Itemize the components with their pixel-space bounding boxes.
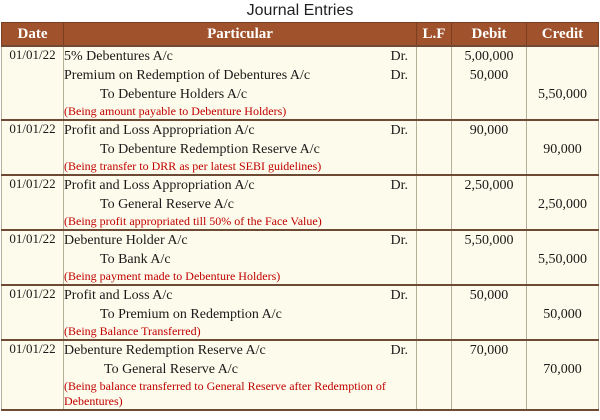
journal-entry-row	[2, 285, 599, 340]
account-name: 5% Debentures A/c	[64, 49, 173, 64]
dr-marker: Dr.	[390, 343, 408, 358]
dr-marker: Dr.	[390, 233, 408, 248]
debit-account-line	[64, 66, 416, 85]
entry-date: 01/01/22	[2, 285, 64, 340]
page-title: Journal Entries	[246, 2, 354, 19]
credit-amount	[527, 231, 598, 250]
account-name: Profit and Loss Appropriation A/c	[64, 178, 255, 193]
debit-account-line	[64, 286, 416, 305]
entry-debit	[452, 46, 527, 120]
narration: (Being balance transferred to General Reserve after Redemption of Debentures)	[64, 379, 386, 408]
narration: (Being transfer to DRR as per latest SEBI guidelines)	[64, 159, 322, 173]
account-name: To General Reserve A/c	[100, 197, 234, 212]
debit-account-line	[64, 47, 416, 66]
debit-amount	[452, 305, 526, 324]
entry-particulars	[64, 46, 417, 120]
header-lf: L.F	[417, 23, 452, 47]
debit-amount: 50,000	[469, 68, 509, 83]
credit-account-line	[64, 195, 416, 214]
journal-entry-row	[2, 175, 599, 230]
journal-table	[1, 22, 599, 411]
entry-debit	[452, 285, 527, 340]
credit-amount	[527, 176, 598, 195]
entry-particulars	[64, 340, 417, 410]
entry-date: 01/01/22	[2, 120, 64, 175]
account-name: To Bank A/c	[100, 252, 171, 267]
journal-entry-row	[2, 46, 599, 120]
account-name: Debenture Holder A/c	[64, 233, 188, 248]
credit-amount	[527, 66, 598, 85]
header-particular: Particular	[64, 23, 417, 47]
debit-amount	[452, 250, 526, 269]
entry-lf	[417, 175, 452, 230]
credit-account-line	[64, 360, 416, 379]
account-name: Profit and Loss Appropriation A/c	[64, 123, 255, 138]
entry-date: 01/01/22	[2, 175, 64, 230]
debit-amount: 70,000	[469, 343, 509, 358]
account-name: Debenture Redemption Reserve A/c	[64, 343, 266, 358]
entry-lf	[417, 230, 452, 285]
entry-debit	[452, 175, 527, 230]
credit-amount: 5,50,000	[538, 252, 587, 267]
account-name: To Premium on Redemption A/c	[100, 307, 282, 322]
entry-debit	[452, 120, 527, 175]
narration: (Being Balance Transferred)	[64, 324, 201, 338]
journal-entry-row	[2, 120, 599, 175]
debit-amount: 90,000	[469, 123, 509, 138]
credit-amount: 90,000	[543, 142, 582, 157]
dr-marker: Dr.	[390, 49, 408, 64]
entry-credit	[527, 340, 599, 410]
entry-particulars	[64, 285, 417, 340]
account-name: To Debenture Holders A/c	[100, 87, 248, 102]
account-name: To General Reserve A/c	[104, 362, 238, 377]
credit-amount	[527, 286, 598, 305]
narration: (Being payment made to Debenture Holders)	[64, 269, 281, 283]
debit-amount	[452, 195, 526, 214]
account-name: Profit and Loss A/c	[64, 288, 173, 303]
header-row	[2, 23, 599, 47]
account-name: Premium on Redemption of Debentures A/c	[64, 68, 311, 83]
header-credit: Credit	[527, 23, 599, 47]
entry-credit	[527, 230, 599, 285]
dr-marker: Dr.	[390, 68, 408, 83]
entry-particulars	[64, 230, 417, 285]
debit-account-line	[64, 341, 416, 360]
debit-amount	[452, 85, 526, 104]
debit-account-line	[64, 176, 416, 195]
credit-account-line	[64, 305, 416, 324]
debit-amount: 50,000	[469, 288, 509, 303]
narration: (Being profit appropriated till 50% of the Face Value)	[64, 214, 322, 228]
dr-marker: Dr.	[390, 123, 408, 138]
header-date: Date	[2, 23, 64, 47]
credit-account-line	[64, 140, 416, 159]
entry-credit	[527, 285, 599, 340]
dr-marker: Dr.	[390, 178, 408, 193]
header-debit: Debit	[452, 23, 527, 47]
entry-debit	[452, 340, 527, 410]
credit-amount	[527, 341, 598, 360]
entry-credit	[527, 46, 599, 120]
debit-account-line	[64, 121, 416, 140]
debit-amount: 5,00,000	[464, 49, 514, 64]
dr-marker: Dr.	[390, 288, 408, 303]
entry-credit	[527, 175, 599, 230]
entry-particulars	[64, 175, 417, 230]
entry-particulars	[64, 120, 417, 175]
debit-amount: 5,50,000	[464, 233, 514, 248]
credit-amount	[527, 121, 598, 140]
entry-date: 01/01/22	[2, 230, 64, 285]
credit-amount: 2,50,000	[538, 197, 587, 212]
credit-account-line	[64, 250, 416, 269]
entry-lf	[417, 46, 452, 120]
entry-lf	[417, 340, 452, 410]
entry-date: 01/01/22	[2, 340, 64, 410]
entry-lf	[417, 285, 452, 340]
debit-account-line	[64, 231, 416, 250]
journal-body	[2, 46, 599, 410]
account-name: To Debenture Redemption Reserve A/c	[100, 142, 320, 157]
debit-amount	[452, 140, 526, 159]
journal-entry-row	[2, 340, 599, 410]
journal-entry-row	[2, 230, 599, 285]
credit-amount: 50,000	[543, 307, 582, 322]
entry-credit	[527, 120, 599, 175]
credit-account-line	[64, 85, 416, 104]
credit-amount	[527, 47, 598, 66]
entry-debit	[452, 230, 527, 285]
debit-amount	[452, 360, 526, 379]
entry-date: 01/01/22	[2, 46, 64, 120]
debit-amount: 2,50,000	[464, 178, 514, 193]
entry-lf	[417, 120, 452, 175]
credit-amount: 70,000	[543, 362, 582, 377]
narration: (Being amount payable to Debenture Holders)	[64, 104, 287, 118]
credit-amount: 5,50,000	[538, 87, 587, 102]
